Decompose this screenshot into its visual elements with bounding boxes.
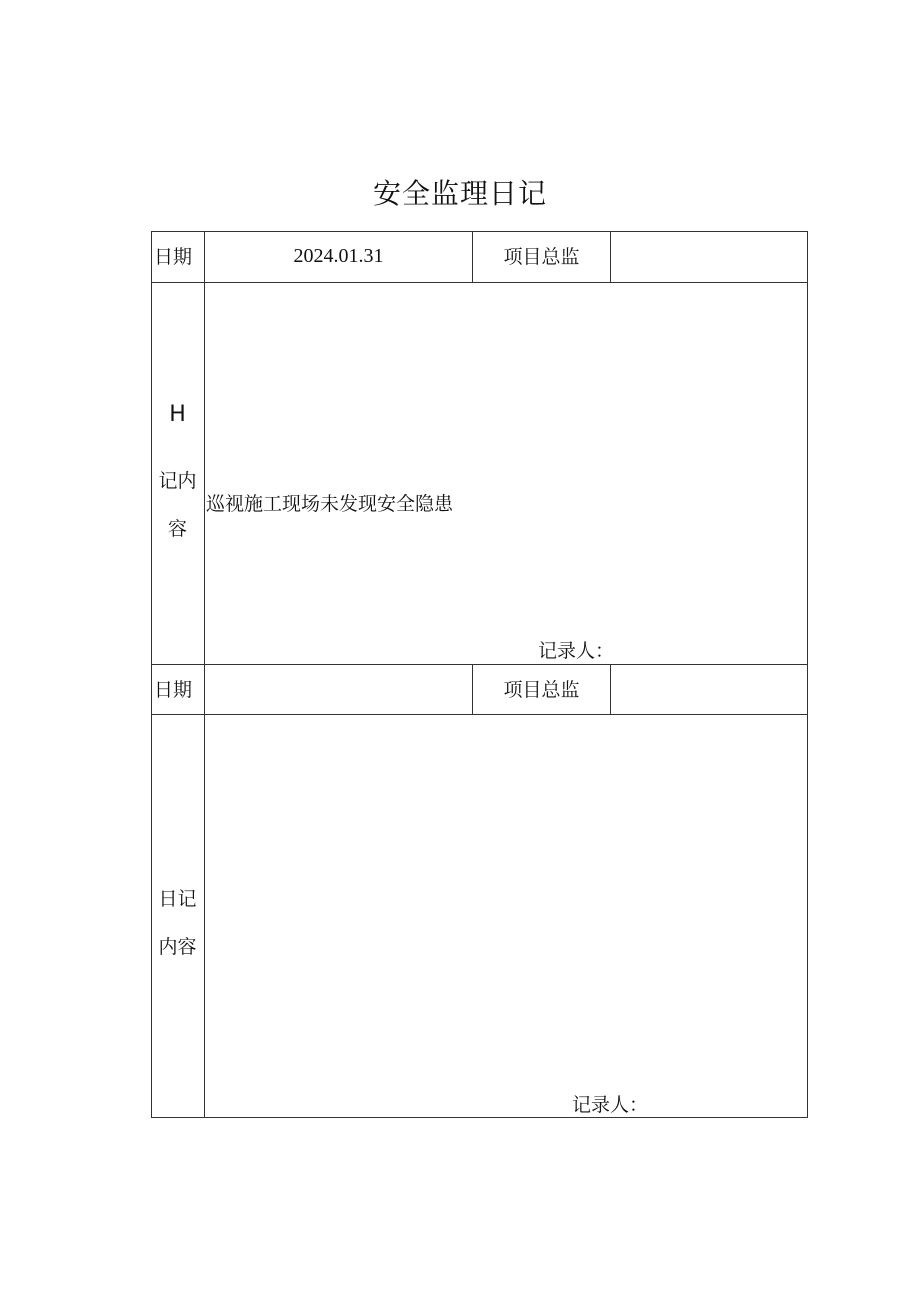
content-label-line1: 日记 [158,888,197,910]
content-label-line2: 内容 [158,936,197,958]
header-divider [610,664,611,714]
content-label-mark: H [169,402,186,427]
table-frame [151,231,808,1118]
row-divider [151,714,808,715]
date-label: 日期 [154,246,193,268]
supervisor-label: 项目总监 [503,679,580,701]
diary-table [151,231,808,1118]
label-column-divider [204,231,205,1118]
document-title: 安全监理日记 [372,177,547,210]
row-divider [151,282,808,283]
recorder-label: 记录人： [538,640,615,662]
row-divider [151,664,808,665]
header-divider [610,231,611,282]
supervisor-label: 项目总监 [503,246,580,268]
diary-content-text[interactable]: 巡视施工现场未发现安全隐患 [206,493,454,515]
date-value[interactable]: 2024.01.31 [293,245,384,267]
date-label: 日期 [154,679,193,701]
content-label-line1: 记内 [158,470,197,492]
recorder-label: 记录人： [572,1094,649,1116]
content-label-line2: 容 [167,518,187,540]
